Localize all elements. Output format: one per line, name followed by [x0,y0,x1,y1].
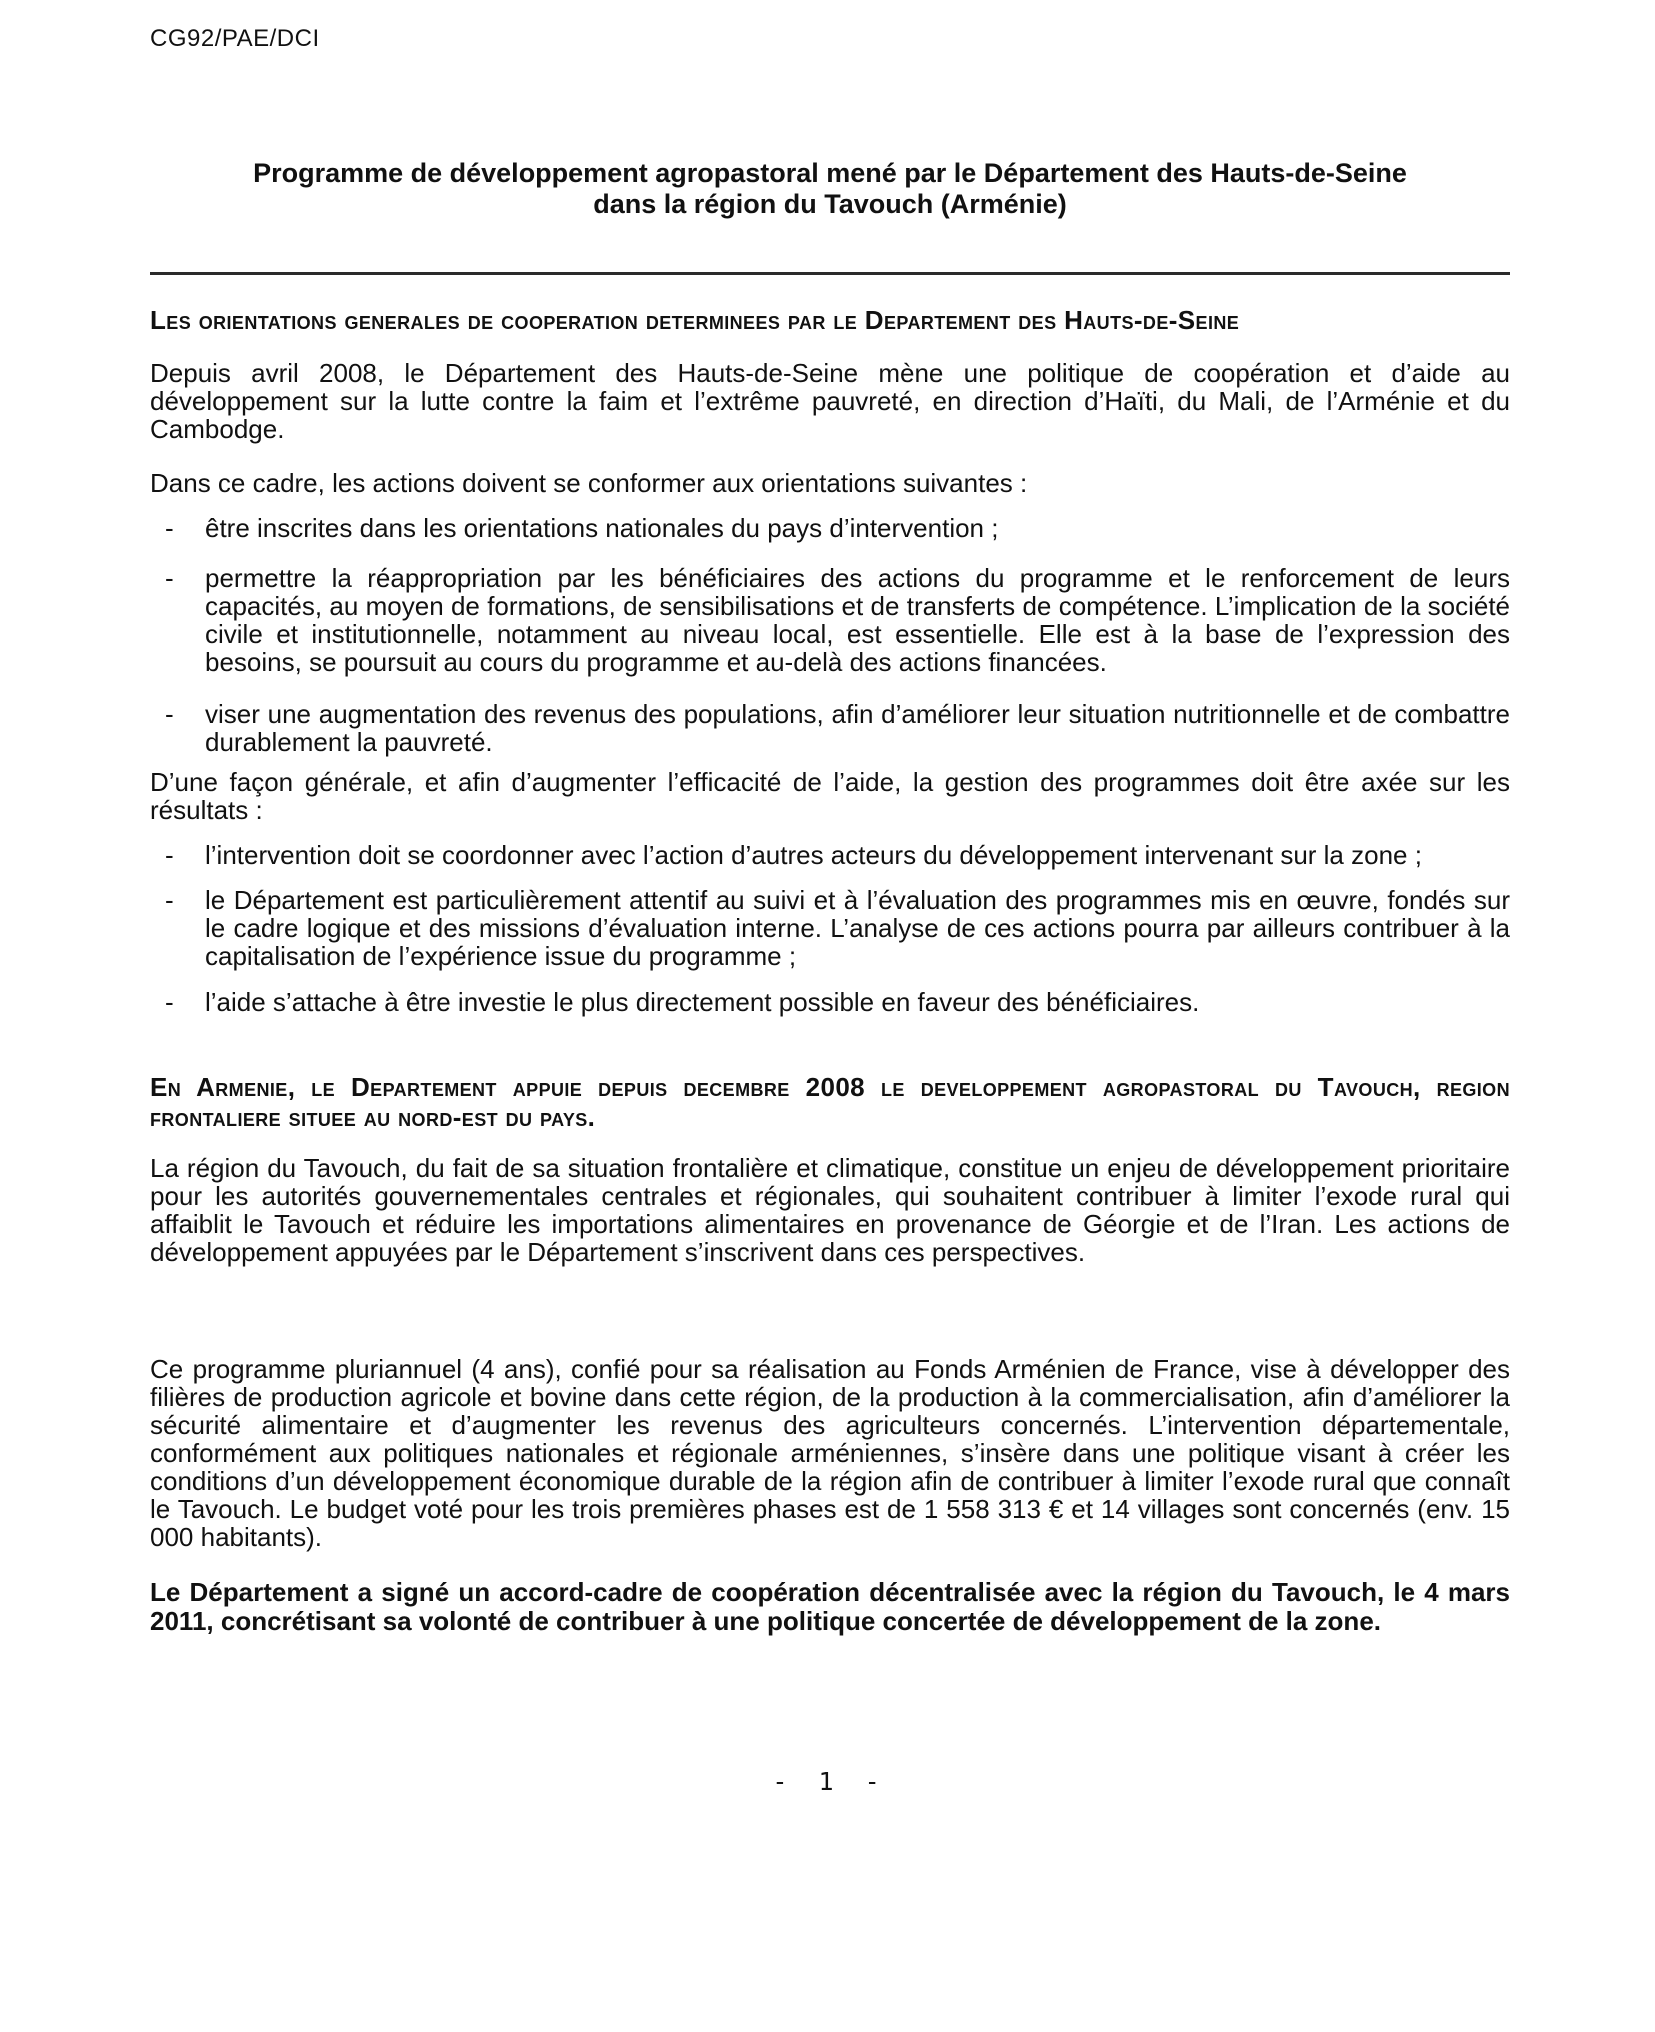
section2-paragraph3-bold: Le Département a signé un accord-cadre de coopération décentralisée avec la région du Tavouch, le 4 mars 2011, concrétisant sa volonté de contribuer à une politique concertée de développement de la zone. [150,1577,1510,1636]
bullet-item [150,514,1510,542]
section1-heading: Les orientations generales de cooperation determinees par le Departement des Hauts-de-Seine [150,305,1240,335]
bullet-text: permettre la réappropriation par les bénéficiaires des actions du programme et le renforcement de leurs capacités, au moyen de formations, de sensibilisations et de transferts de compétence. L’implication de la société civile et institutionnelle, notamment au niveau local, est essentielle. Elle est à la base de l’expression des besoins, se poursuit au cours du programme et au-delà des actions financées. [205,563,1510,677]
divider [150,272,1510,275]
document-title-line1: Programme de développement agropastoral mené par le Département des Hauts-de-Seine [253,158,1407,188]
bullet-list-resultats [150,841,1510,1016]
page-number: - 1 - [772,1767,888,1796]
section2-heading: En Armenie, le Departement appuie depuis decembre 2008 le developpement agropastoral du Tavouch, region frontaliere situee au nord-est du pays. [150,1072,1510,1132]
section1-paragraph3: D’une façon générale, et afin d’augmenter l’efficacité de l’aide, la gestion des programmes doit être axée sur les résultats : [150,767,1510,825]
bullet-item [150,886,1510,970]
bullet-dash: - [165,885,174,915]
bullet-text: être inscrites dans les orientations nationales du pays d’intervention ; [205,513,999,543]
bullet-item [150,564,1510,676]
bullet-text: l’aide s’attache à être investie le plus directement possible en faveur des bénéficiaires. [205,987,1200,1017]
bullet-text: l’intervention doit se coordonner avec l’action d’autres acteurs du développement intervenant sur la zone ; [205,840,1422,870]
bullet-dash: - [165,699,174,729]
document-title-line2: dans la région du Tavouch (Arménie) [593,189,1067,219]
reference-code: CG92/PAE/DCI [150,25,320,52]
bullet-dash: - [165,563,174,593]
bullet-text: viser une augmentation des revenus des populations, afin d’améliorer leur situation nutritionnelle et de combattre durablement la pauvreté. [205,699,1510,757]
bullet-dash: - [165,987,174,1017]
section2-paragraph1: La région du Tavouch, du fait de sa situation frontalière et climatique, constitue un enjeu de développement prioritaire pour les autorités gouvernementales centrales et régionales, qui souhaitent contribuer à limiter l’exode rural qui affaiblit le Tavouch et réduire les importations alimentaires en provenance de Géorgie et de l’Iran. Les actions de développement appuyées par le Département s’inscrivent dans ces perspectives. [150,1153,1510,1267]
bullet-item [150,700,1510,756]
section1-paragraph1: Depuis avril 2008, le Département des Hauts-de-Seine mène une politique de coopération et d’aide au développement sur la lutte contre la faim et l’extrême pauvreté, en direction d’Haïti, du Mali, de l’Arménie et du Cambodge. [150,358,1510,444]
bullet-item [150,988,1510,1016]
document-title [150,158,1510,220]
bullet-list-orientations [150,514,1510,756]
bullet-dash: - [165,513,174,543]
bullet-text: le Département est particulièrement attentif au suivi et à l’évaluation des programmes mis en œuvre, fondés sur le cadre logique et des missions d’évaluation interne. L’analyse de ces actions pourra par ailleurs contribuer à la capitalisation de l’expérience issue du programme ; [205,885,1510,971]
bullet-item [150,841,1510,869]
section2-paragraph2: Ce programme pluriannuel (4 ans), confié pour sa réalisation au Fonds Arménien de France, vise à développer des filières de production agricole et bovine dans cette région, de la production à la commercialisation, afin d’améliorer la sécurité alimentaire et d’augmenter les revenus des agriculteurs concernés. L’intervention départementale, conformément aux politiques nationales et régionale arméniennes, s’insère dans une politique visant à créer les conditions d’un développement économique durable de la région afin de contribuer à limiter l’exode rural que connaît le Tavouch. Le budget voté pour les trois premières phases est de 1 558 313 € et 14 villages sont concernés (env. 15 000 habitants). [150,1354,1510,1552]
section1-paragraph2: Dans ce cadre, les actions doivent se conformer aux orientations suivantes : [150,468,1028,498]
bullet-dash: - [165,840,174,870]
